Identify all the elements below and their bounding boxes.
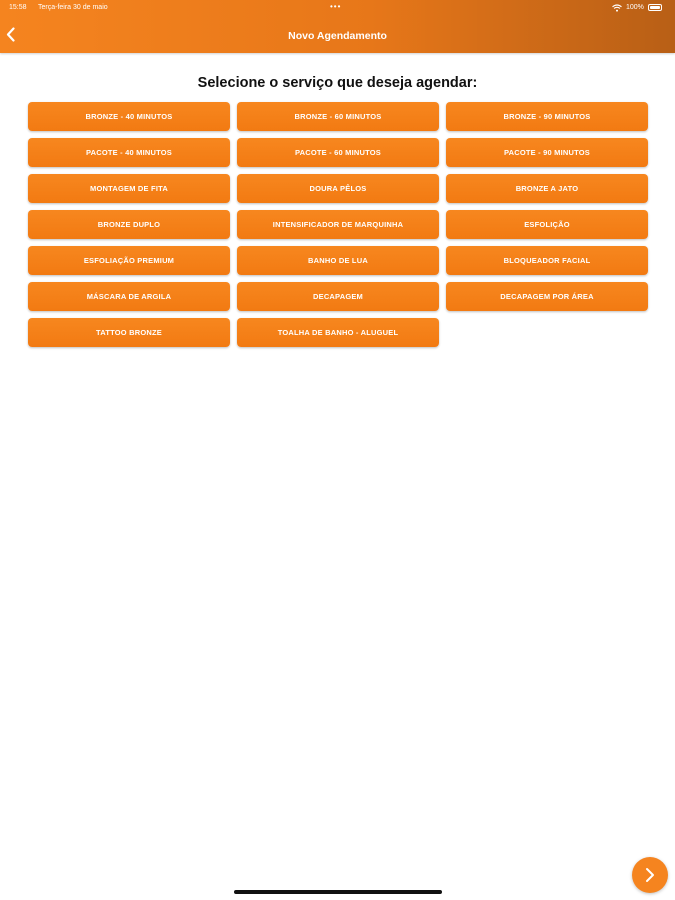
service-grid	[28, 102, 648, 347]
battery-icon	[648, 4, 662, 11]
service-button[interactable]: DECAPAGEM POR ÁREA	[446, 282, 648, 311]
status-date: Terça-feira 30 de maio	[38, 4, 108, 11]
service-button[interactable]: BRONZE - 90 MINUTOS	[446, 102, 648, 131]
page-title: Novo Agendamento	[288, 30, 387, 42]
service-button[interactable]: PACOTE - 40 MINUTOS	[28, 138, 230, 167]
service-button[interactable]: INTENSIFICADOR DE MARQUINHA	[237, 210, 439, 239]
service-button[interactable]: BRONZE DUPLO	[28, 210, 230, 239]
service-button[interactable]: TOALHA DE BANHO - ALUGUEL	[237, 318, 439, 347]
service-button[interactable]: BRONZE - 40 MINUTOS	[28, 102, 230, 131]
service-button[interactable]: PACOTE - 90 MINUTOS	[446, 138, 648, 167]
status-time: 15:58	[9, 4, 27, 11]
service-button[interactable]: ESFOLIÇÃO	[446, 210, 648, 239]
service-button[interactable]: BANHO DE LUA	[237, 246, 439, 275]
service-button[interactable]: PACOTE - 60 MINUTOS	[237, 138, 439, 167]
chevron-right-icon	[644, 867, 656, 883]
service-button[interactable]: MÁSCARA DE ARGILA	[28, 282, 230, 311]
service-button[interactable]: ESFOLIAÇÃO PREMIUM	[28, 246, 230, 275]
app-header	[0, 0, 675, 53]
battery-percent: 100%	[626, 4, 644, 11]
service-button[interactable]: BRONZE A JATO	[446, 174, 648, 203]
service-button[interactable]: TATTOO BRONZE	[28, 318, 230, 347]
multitask-dots[interactable]: •••	[330, 2, 342, 11]
service-button[interactable]: DECAPAGEM	[237, 282, 439, 311]
service-button[interactable]: BLOQUEADOR FACIAL	[446, 246, 648, 275]
service-prompt: Selecione o serviço que deseja agendar:	[197, 75, 478, 91]
next-button[interactable]	[632, 857, 668, 893]
service-button[interactable]: DOURA PÊLOS	[237, 174, 439, 203]
service-button[interactable]: MONTAGEM DE FITA	[28, 174, 230, 203]
service-button[interactable]: BRONZE - 60 MINUTOS	[237, 102, 439, 131]
home-indicator[interactable]	[234, 890, 442, 894]
wifi-icon	[612, 4, 622, 12]
